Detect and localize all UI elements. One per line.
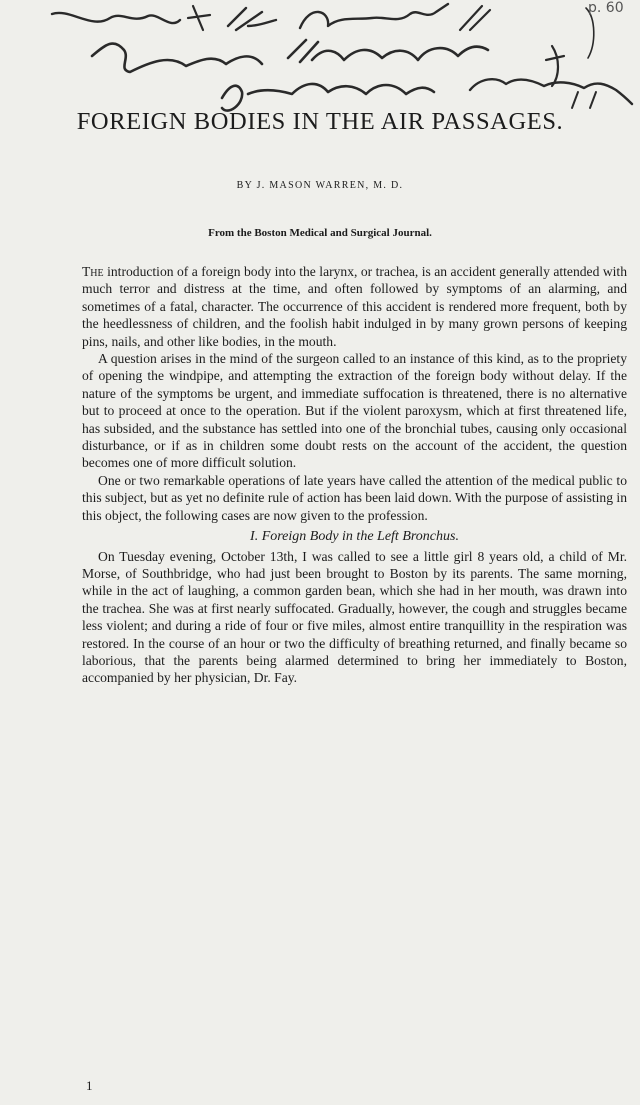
article-body	[82, 263, 627, 687]
article-title: FOREIGN BODIES IN THE AIR PASSAGES.	[76, 108, 564, 135]
body-paragraph: A question arises in the mind of the surgeon called to an instance of this kind, as to the propriety of opening the windpipe, and attempting the extraction of the foreign body without delay. If the nature of the symptoms be urgent, and immediate suffocation is threatened, there is no alternative but to proceed at once to the operation. But if the violent paroxysm, which at first threatened life, has subsided, and the substance has settled into one of the bronchial tubes, causing only occasional disturbance, or if as in children some doubt rests on the account of the accident, the question becomes one of more difficult solution.	[82, 351, 627, 471]
page-number: 1	[86, 1078, 93, 1093]
paragraph-text: introduction of a foreign body into the larynx, or trachea, is an accident generally attended with much terror and distress at the time, and often followed by symptoms of an alarming, and sometimes of a fatal, character. The occurrence of this accident is rendered more frequent, both by the heedlessness of children, and the foolish habit indulged in by many grown persons of keeping pins, nails, and other like bodies, in the mouth.	[82, 264, 627, 349]
body-paragraph	[82, 263, 627, 350]
body-paragraph: On Tuesday evening, October 13th, I was called to see a little girl 8 years old, a child of Mr. Morse, of Southbridge, who had just been brought to Boston by its parents. The same morning, while in the act of laughing, a common garden bean, which she had in her mouth, was drawn into the trachea. She was at first nearly suffocated. Gradually, however, the cough and struggles became less violent; and during a ride of four or five miles, almost entire tranquillity in the respiration was restored. In the course of an hour or two the difficulty of breathing returned, and finally became so laborious, that the parents being alarmed determined to bring her immediately to Boston, accompanied by her physician, Dr. Fay.	[82, 548, 627, 686]
source-note: From the Boston Medical and Surgical Journal.	[208, 227, 432, 239]
author-byline: BY J. MASON WARREN, M. D.	[236, 180, 404, 191]
section-heading: I. Foreign Body in the Left Bronchus.	[250, 529, 459, 545]
corner-annotation: p. 60	[588, 0, 624, 16]
body-paragraph: One or two remarkable operations of late years have called the attention of the medical public to this subject, but as yet no definite rule of action has been laid down. With the purpose of assisting in this object, the following cases are now given to the profession.	[82, 472, 627, 523]
lead-word: The	[82, 264, 104, 279]
